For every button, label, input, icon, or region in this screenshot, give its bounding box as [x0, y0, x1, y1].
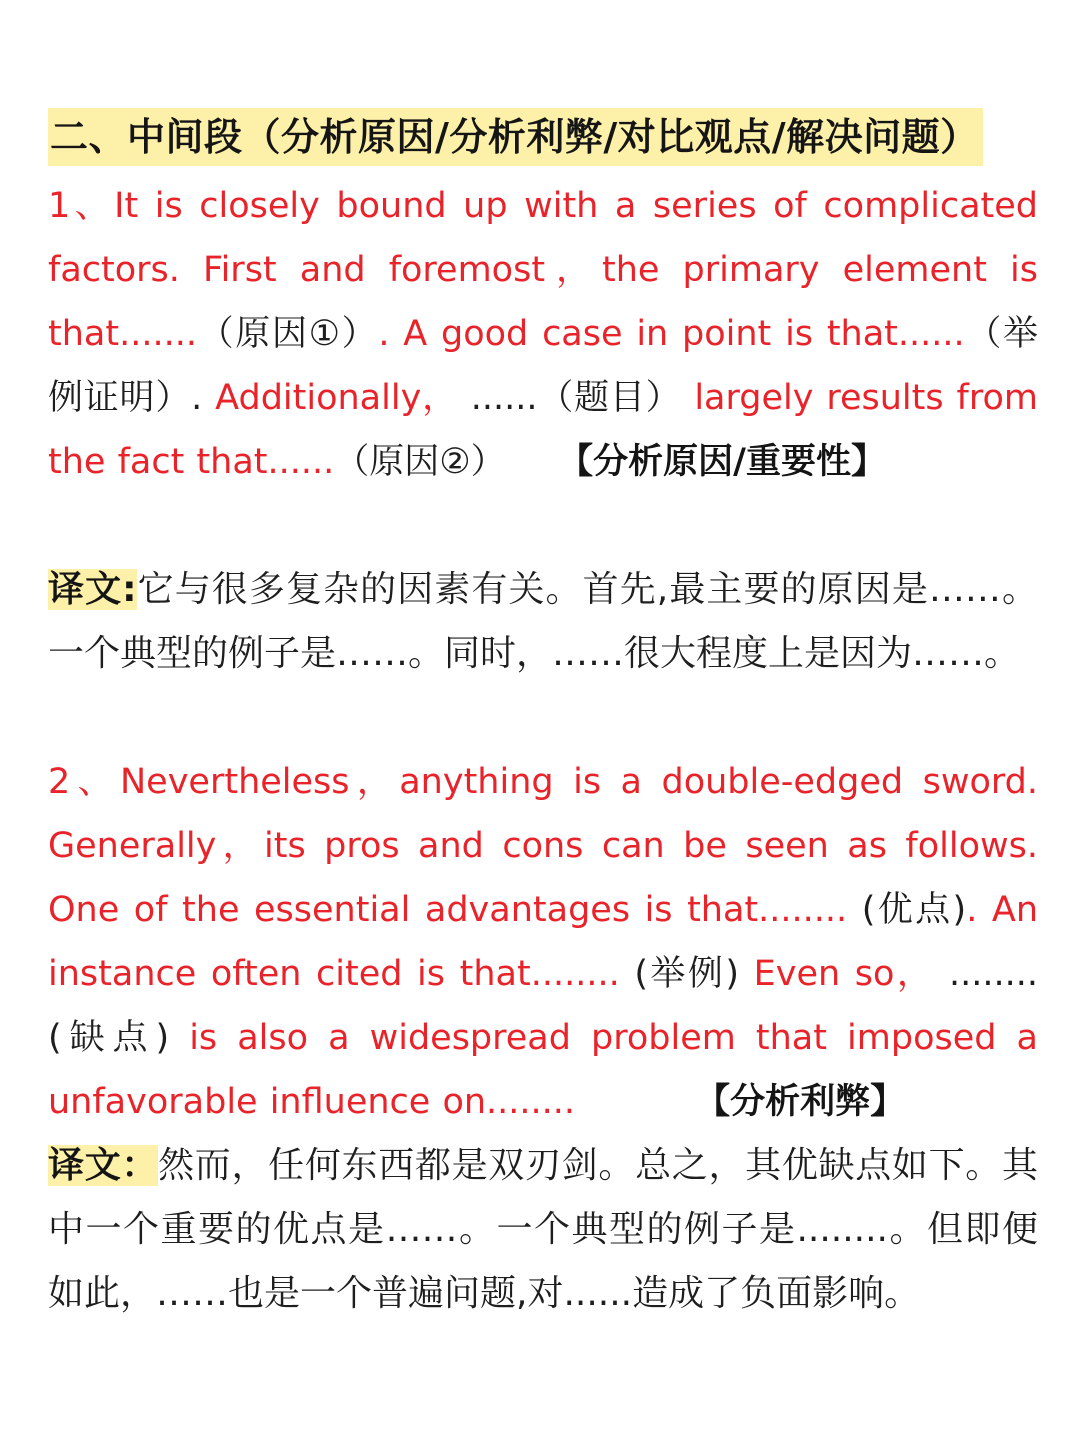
- translation-label: 译文：: [48, 1145, 159, 1186]
- note-cause-2: （原因②）: [334, 442, 506, 482]
- paragraph-cause-analysis: [48, 174, 1038, 494]
- sentence-2-part-c: Even so，: [753, 954, 935, 994]
- note-example: (举例): [634, 954, 740, 994]
- sentence-2-part-d: is also a widespread problem that imposed a unfavorable influence on........: [48, 1018, 1038, 1122]
- translation-text: 然而，任何东西都是双刃剑。总之，其优缺点如下。其中一个重要的优点是……。一个典型的例子是........。但即便如此，……也是一个普遍问题,对......造成了负面影响。: [48, 1145, 1038, 1314]
- translation-label: 译文:: [48, 569, 137, 610]
- note-cause-1: （原因①）: [196, 314, 379, 354]
- sentence-2-part-b: . An instance often cited is that........: [48, 890, 1038, 994]
- category-tag-pros-cons: 【分析利弊】: [695, 1082, 906, 1122]
- document-page: [48, 108, 1038, 1326]
- translation-block-2: [48, 1134, 1038, 1326]
- section-heading: 二、中间段（分析原因/分析利弊/对比观点/解决问题）: [48, 108, 983, 166]
- note-advantage: (优点): [861, 890, 967, 930]
- note-topic: ......（题目）: [470, 378, 682, 418]
- sentence-1-part-a: 1、It is closely bound up with a series of complicated factors. First and foremost，the primary element is that.......: [48, 186, 1038, 354]
- sentence-2-part-a: 2、Nevertheless，anything is a double-edged sword. Generally，its pros and cons can be seen as follows. One of the essential advantages is that........: [48, 762, 1038, 930]
- sentence-1-part-d: largely results from the fact that......: [48, 378, 1038, 482]
- note-disadvantage: ........(缺点): [48, 954, 1039, 1058]
- paragraph-pros-cons: [48, 750, 1038, 1134]
- sentence-1-part-c: Additionally，: [215, 378, 458, 418]
- translation-text: 它与很多复杂的因素有关。首先,最主要的原因是……。一个典型的例子是……。同时，……很大程度上是因为……。: [48, 569, 1038, 674]
- sentence-1-part-b: . A good case in point is that......: [378, 314, 965, 354]
- category-tag-cause: 【分析原因/重要性】: [575, 442, 886, 482]
- translation-block-1: [48, 558, 1038, 686]
- note-example: （举例证明）.: [48, 314, 1038, 418]
